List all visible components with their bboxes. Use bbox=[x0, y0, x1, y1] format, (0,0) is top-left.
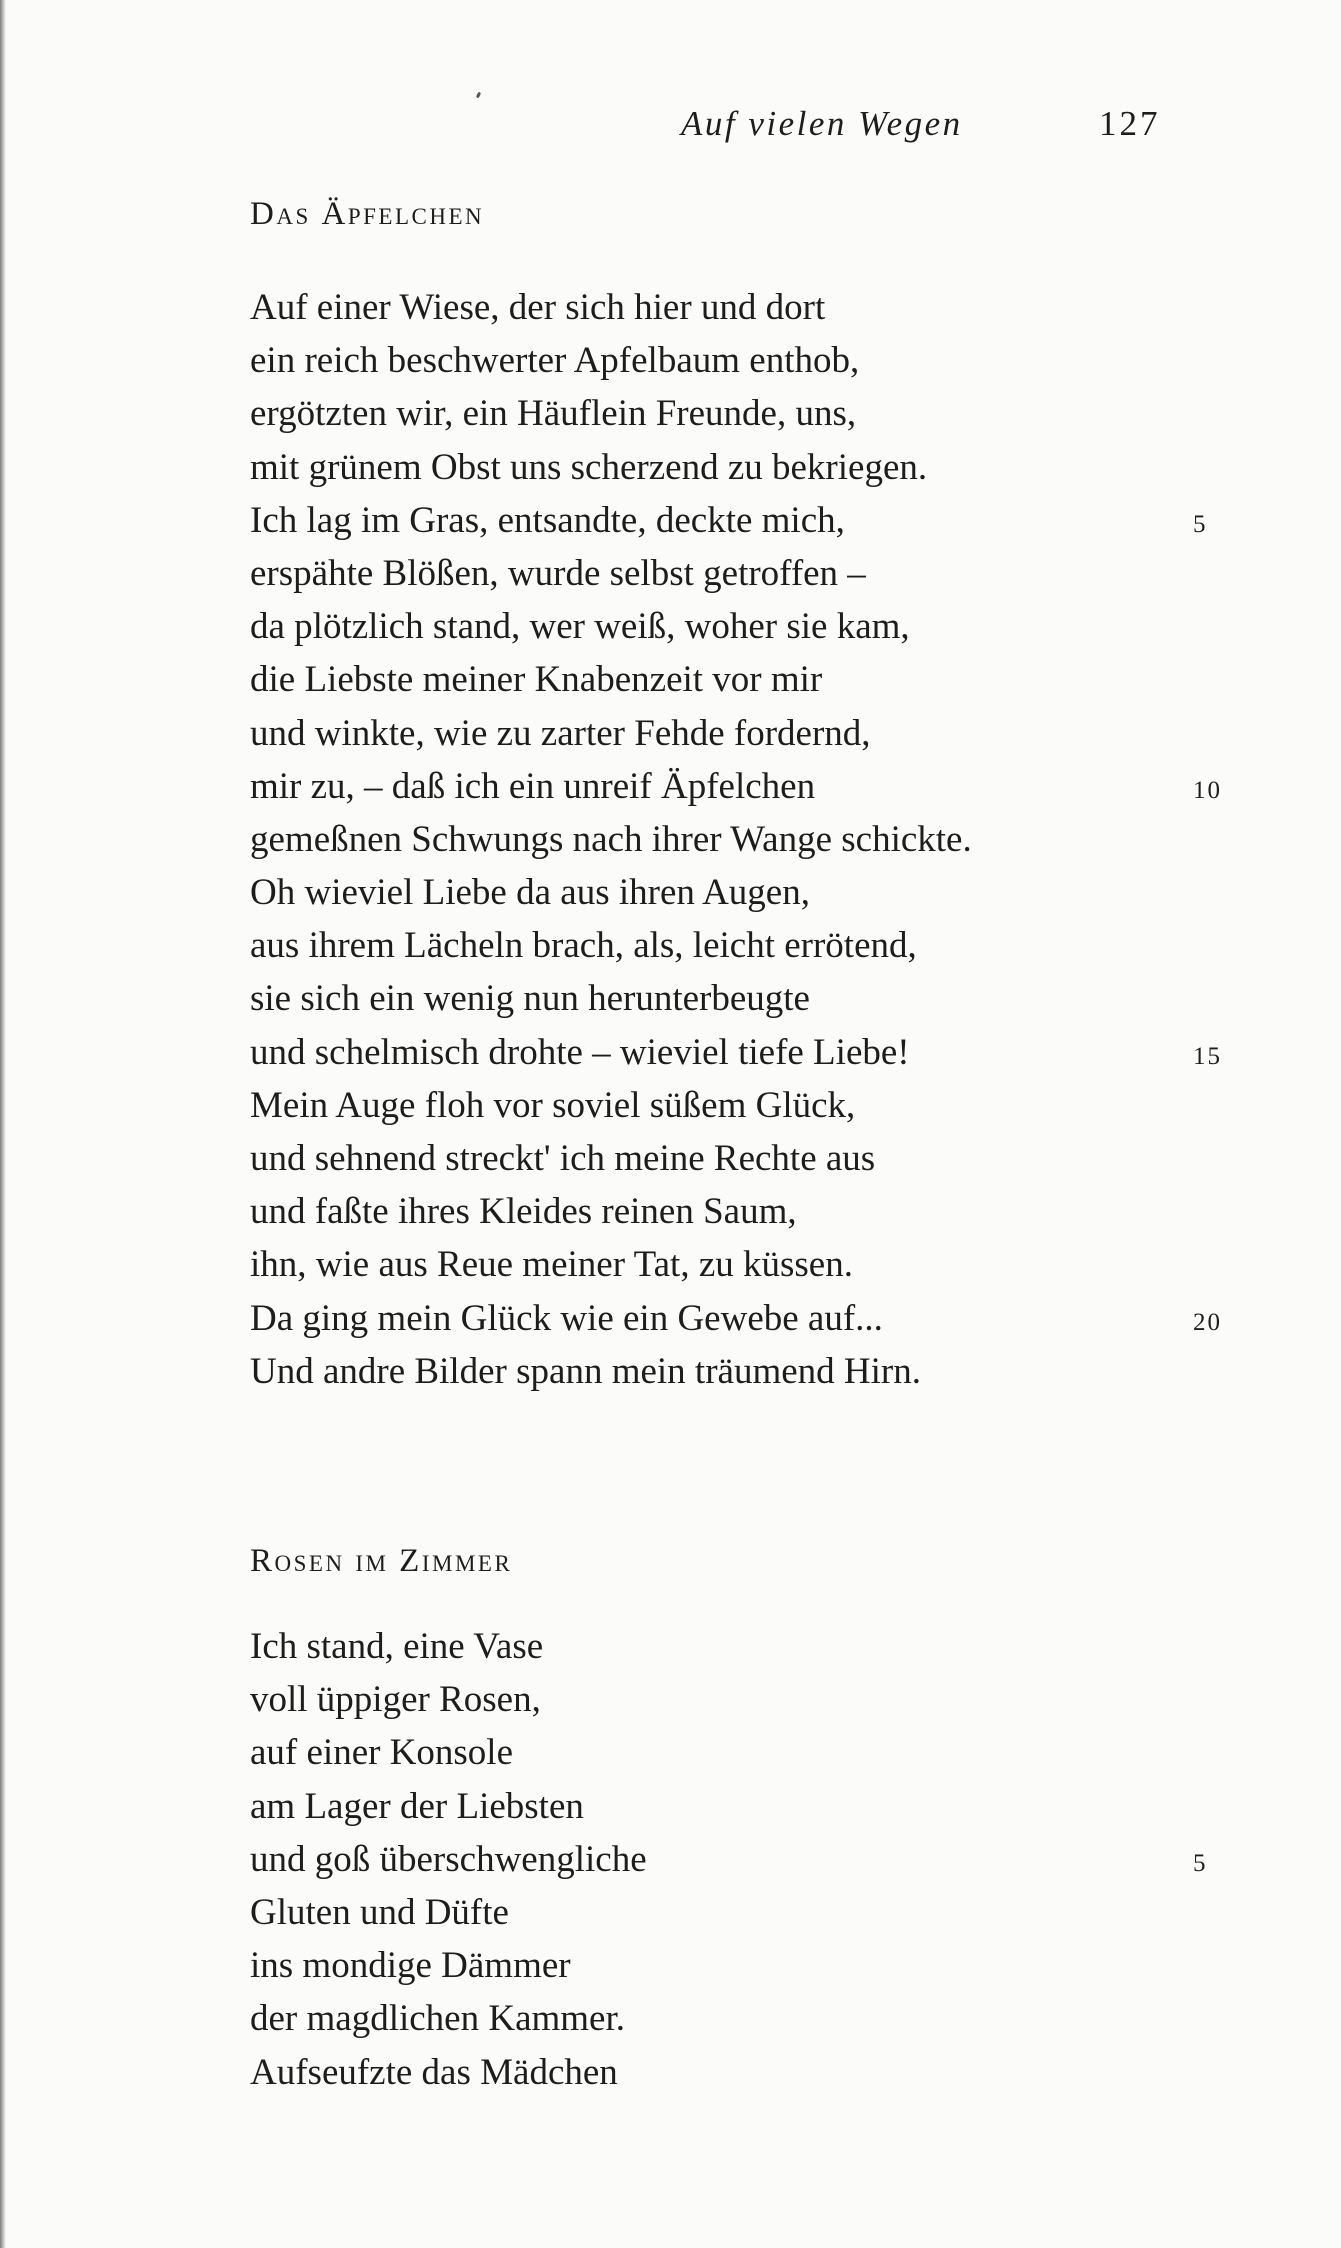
poem-line-text: und sehnend streckt' ich meine Rechte aus bbox=[250, 1138, 876, 1179]
poem-line bbox=[250, 1132, 1250, 1185]
poem-line bbox=[250, 653, 1250, 706]
poem-line-text: mit grünem Obst uns scherzend zu bekriegen. bbox=[250, 446, 928, 488]
poem-line-text: Gluten und Düfte bbox=[250, 1891, 509, 1933]
line-number: 5 bbox=[1193, 510, 1208, 538]
poem-line bbox=[250, 1886, 1250, 1939]
poem-line bbox=[250, 1726, 1250, 1779]
poem-line bbox=[250, 1620, 1250, 1673]
poem-line bbox=[250, 707, 1250, 760]
line-number: 20 bbox=[1193, 1308, 1222, 1336]
poem-line-text: ein reich beschwerter Apfelbaum enthob, bbox=[250, 340, 860, 382]
poem-line bbox=[250, 387, 1250, 440]
poem-lines bbox=[250, 281, 1250, 1398]
poem-line bbox=[250, 866, 1250, 919]
poem-line-text: ergötzten wir, ein Häuflein Freunde, uns, bbox=[250, 393, 857, 435]
poem-line-text: da plötzlich stand, wer weiß, woher sie kam, bbox=[250, 606, 910, 648]
poem-line bbox=[250, 334, 1250, 387]
poem-line-text: Ich stand, eine Vase bbox=[250, 1626, 544, 1667]
poem-line-text: Auf einer Wiese, der sich hier und dort bbox=[250, 287, 826, 328]
poem-line bbox=[250, 1939, 1250, 1992]
poem-line bbox=[250, 1992, 1250, 2045]
poem-lines bbox=[250, 1620, 1250, 2099]
poem-line-text: Aufseufzte das Mädchen bbox=[250, 2051, 618, 2093]
poem-line bbox=[250, 494, 1250, 547]
poem-line bbox=[250, 547, 1250, 600]
poem-line bbox=[250, 441, 1250, 494]
page-number: 127 bbox=[1099, 104, 1161, 143]
poem-line-text: erspähte Blößen, wurde selbst getroffen – bbox=[250, 552, 866, 594]
running-head-title: Auf vielen Wegen bbox=[681, 104, 963, 143]
poem-line-text: auf einer Konsole bbox=[250, 1732, 514, 1774]
page-gutter-shadow bbox=[0, 0, 6, 2248]
poem-das-aepfelchen bbox=[250, 196, 1250, 1398]
poem-line bbox=[250, 1833, 1250, 1886]
poem-line bbox=[250, 1673, 1250, 1726]
poem-line bbox=[250, 1026, 1250, 1079]
poem-line bbox=[250, 1185, 1250, 1238]
poem-line bbox=[250, 600, 1250, 653]
running-head bbox=[0, 104, 1341, 154]
poem-line-text: am Lager der Liebsten bbox=[250, 1785, 584, 1827]
poem-line bbox=[250, 1238, 1250, 1291]
poem-line bbox=[250, 2046, 1250, 2099]
poem-line bbox=[250, 1345, 1250, 1398]
poem-line bbox=[250, 760, 1250, 813]
poem-line bbox=[250, 919, 1250, 972]
poem-line-text: ihn, wie aus Reue meiner Tat, zu küssen. bbox=[250, 1244, 853, 1286]
poem-line-text: ins mondige Dämmer bbox=[250, 1945, 571, 1987]
poem-line-text: Ich lag im Gras, entsandte, deckte mich, bbox=[250, 499, 845, 541]
poem-line-text: der magdlichen Kammer. bbox=[250, 1998, 626, 2040]
poem-line-text: und faßte ihres Kleides reinen Saum, bbox=[250, 1191, 797, 1233]
line-number: 15 bbox=[1193, 1042, 1222, 1070]
poem-line-text: und goß überschwengliche bbox=[250, 1838, 647, 1880]
poem-line bbox=[250, 813, 1250, 866]
poem-rosen-im-zimmer bbox=[250, 1543, 1250, 2099]
poem-line-text: Da ging mein Glück wie ein Gewebe auf... bbox=[250, 1297, 883, 1339]
poem-line-text: mir zu, – daß ich ein unreif Äpfelchen bbox=[250, 765, 816, 807]
poem-line-text: Mein Auge floh vor soviel süßem Glück, bbox=[250, 1084, 856, 1126]
poem-title: Rosen im Zimmer bbox=[250, 1543, 513, 1579]
poem-line-text: sie sich ein wenig nun herunterbeugte bbox=[250, 978, 810, 1020]
poem-line bbox=[250, 1292, 1250, 1345]
poem-line-text: Oh wieviel Liebe da aus ihren Augen, bbox=[250, 872, 810, 914]
poem-line-text: voll üppiger Rosen, bbox=[250, 1679, 541, 1721]
poem-line-text: aus ihrem Lächeln brach, als, leicht errötend, bbox=[250, 925, 917, 967]
poem-line bbox=[250, 281, 1250, 334]
poem-line bbox=[250, 972, 1250, 1025]
print-speck bbox=[476, 92, 481, 99]
poem-line bbox=[250, 1780, 1250, 1833]
line-number: 5 bbox=[1193, 1849, 1208, 1877]
poem-line-text: die Liebste meiner Knabenzeit vor mir bbox=[250, 659, 823, 701]
poem-line-text: und winkte, wie zu zarter Fehde fordernd, bbox=[250, 712, 871, 754]
poem-line-text: und schelmisch drohte – wieviel tiefe Liebe! bbox=[250, 1031, 910, 1073]
poem-line-text: gemeßnen Schwungs nach ihrer Wange schickte. bbox=[250, 818, 972, 860]
poem-title: Das Äpfelchen bbox=[250, 196, 485, 232]
line-number: 10 bbox=[1193, 776, 1222, 804]
poem-line bbox=[250, 1079, 1250, 1132]
poem-line-text: Und andre Bilder spann mein träumend Hirn. bbox=[250, 1350, 921, 1392]
